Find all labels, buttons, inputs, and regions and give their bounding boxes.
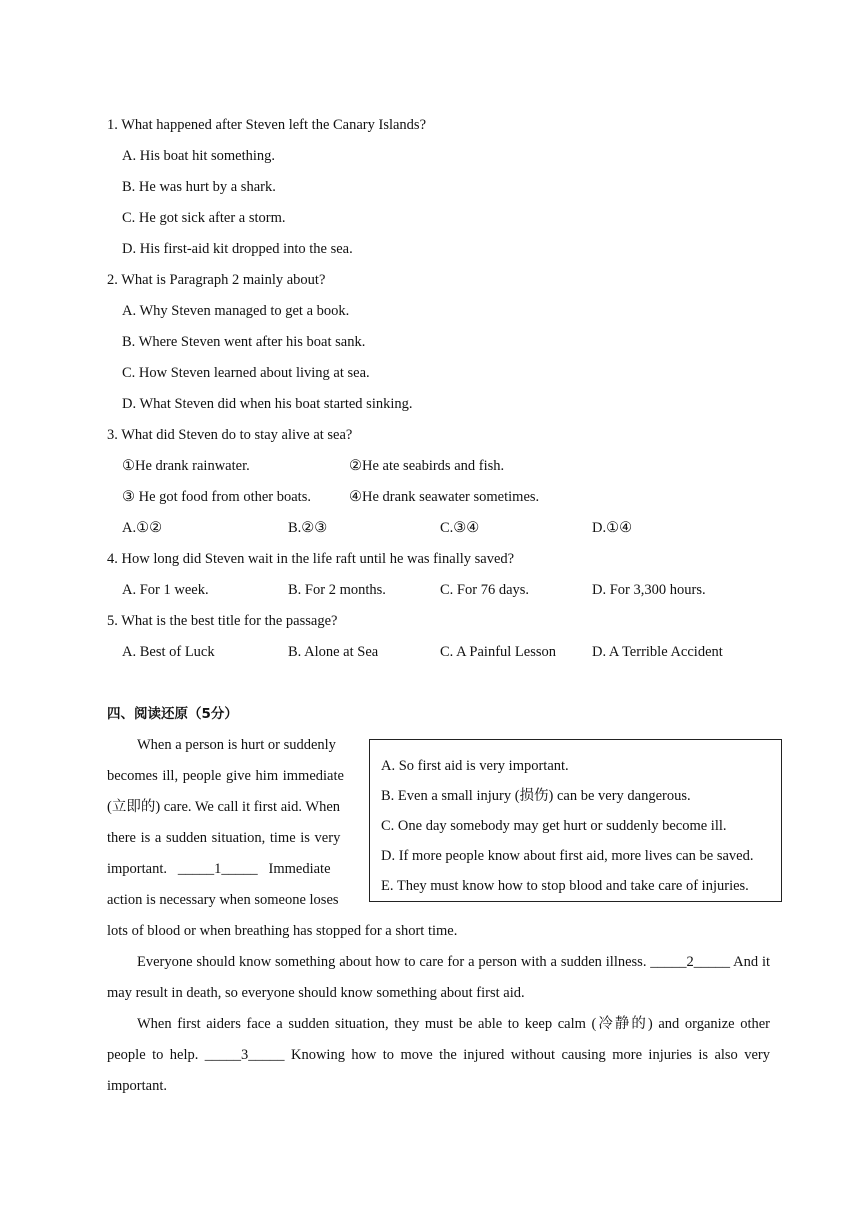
passage-line-6: action is necessary when someone loses [107,892,339,908]
passage-continuation: lots of blood or when breathing has stopped for a short time. [107,923,458,939]
question-3-option-b: B.②③ [288,520,328,536]
question-3-stem: 3. What did Steven do to stay alive at sea? [107,427,353,443]
choice-d: D. If more people know about first aid, more lives can be saved. [381,848,754,864]
passage-line-3: (立即的) care. We call it first aid. When [107,799,341,815]
choice-b: B. Even a small injury (损伤) can be very dangerous. [381,788,691,804]
question-1-option-d: D. His first-aid kit dropped into the sea. [122,241,353,257]
question-3-statement-1: ①He drank rainwater. [122,458,250,474]
question-1-option-c: C. He got sick after a storm. [122,210,286,226]
choice-a: A. So first aid is very important. [381,758,569,774]
question-4-stem: 4. How long did Steven wait in the life raft until he was finally saved? [107,551,515,567]
question-3-statement-4: ④He drank seawater sometimes. [349,489,540,505]
choices-box [369,739,782,902]
question-1-option-b: B. He was hurt by a shark. [122,179,276,195]
question-1-stem: 1. What happened after Steven left the Canary Islands? [107,117,427,133]
passage-paragraph-2 [107,947,770,1009]
question-3-option-c: C.③④ [440,520,480,536]
question-1-option-a: A. His boat hit something. [122,148,276,164]
passage-line-1: When a person is hurt or suddenly [137,737,336,753]
question-5-option-c: C. A Painful Lesson [440,644,557,660]
question-3-statement-2: ②He ate seabirds and fish. [349,458,505,474]
question-5-option-a: A. Best of Luck [122,644,215,660]
choice-c: C. One day somebody may get hurt or suddenly become ill. [381,818,727,834]
passage-line-4: there is a sudden situation, time is very [107,830,341,846]
question-2-option-b: B. Where Steven went after his boat sank. [122,334,366,350]
passage-line-2: becomes ill, people give him immediate [107,768,344,784]
passage-line-5: important. _____1_____ Immediate [107,861,331,877]
question-4-option-a: A. For 1 week. [122,582,209,598]
question-3-statement-3: ③ He got food from other boats. [122,489,311,505]
passage-paragraph-3-text: When first aiders face a sudden situation, they must be able to keep calm (冷静的) and organize other people to help. _____3_____ Knowing how to move the injured without causing more injuries is also very important. [107,1016,770,1094]
question-4-option-d: D. For 3,300 hours. [592,582,706,598]
passage-paragraph-3 [107,1009,770,1102]
question-5-stem: 5. What is the best title for the passage? [107,613,338,629]
question-3-option-d: D.①④ [592,520,633,536]
passage-paragraph-2-text: Everyone should know something about how to care for a person with a sudden illness. _____2_____ And it may result in death, so everyone should know something about first aid. [107,954,770,1001]
question-2-option-d: D. What Steven did when his boat started sinking. [122,396,413,412]
section-heading: 四、阅读还原（5分） [107,706,238,722]
question-3-option-a: A.①② [122,520,163,536]
question-2-option-c: C. How Steven learned about living at sea. [122,365,370,381]
question-2-stem: 2. What is Paragraph 2 mainly about? [107,272,326,288]
question-5-option-b: B. Alone at Sea [288,644,379,660]
question-4-option-b: B. For 2 months. [288,582,386,598]
choice-e: E. They must know how to stop blood and take care of injuries. [381,878,749,894]
question-5-option-d: D. A Terrible Accident [592,644,723,660]
question-2-option-a: A. Why Steven managed to get a book. [122,303,350,319]
question-4-option-c: C. For 76 days. [440,582,530,598]
